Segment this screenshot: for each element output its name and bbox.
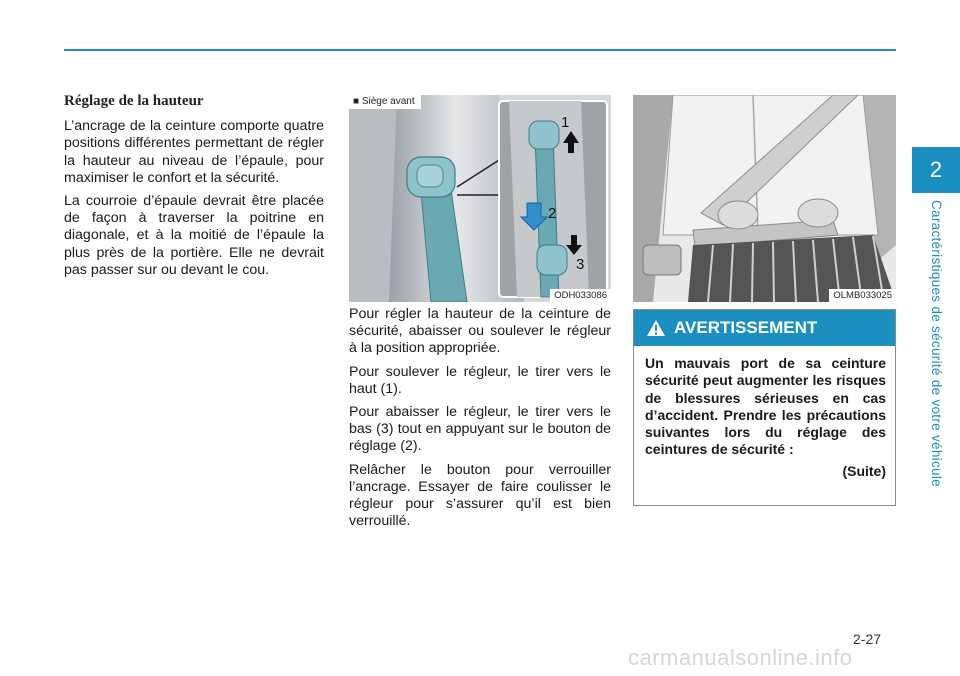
paragraph: Pour soulever le régleur, le tirer vers le haut (1). [349, 363, 611, 397]
column-middle [349, 306, 611, 536]
column-left [64, 93, 324, 285]
warning-box [633, 309, 896, 506]
figure-tag: ■ Siège avant [349, 95, 421, 109]
label-3: 3 [576, 256, 585, 273]
warning-header [634, 310, 895, 346]
seatbelt-adjuster-illustration [349, 95, 611, 302]
paragraph: Relâcher le bouton pour verrouiller l’ancrage. Essayer de faire coulisser le régleur pour s’assurer qu’il est bien verrouillé. [349, 461, 611, 530]
page-number: 2-27 [853, 631, 882, 647]
warning-body [634, 346, 895, 480]
chapter-tab: 2 [912, 147, 960, 193]
figure-person-seatbelt [633, 95, 896, 302]
warning-title: AVERTISSEMENT [674, 318, 818, 337]
person-seatbelt-illustration [633, 95, 896, 302]
warning-triangle-icon [646, 319, 666, 337]
figure-code: ODH033086 [550, 289, 611, 302]
chapter-title: Caractéristiques de sécurité de votre véhicule [929, 200, 944, 487]
label-1: 1 [561, 114, 570, 131]
paragraph: Pour abaisser le régleur, le tirer vers le bas (3) tout en appuyant sur le bouton de réglage (2). [349, 404, 611, 455]
paragraph: La courroie d’épaule devrait être placée de façon à traverser la poitrine en diagonale, et à la moitié de l’épaule la plus près de la portière. Elle ne devrait pas passer sur ou devant le cou. [64, 193, 324, 278]
warning-continued: (Suite) [842, 462, 886, 479]
top-rule [64, 49, 896, 51]
warning-text: Un mauvais port de sa ceinture sécurité peut augmenter les risques de blessures sérieuses en cas d’accident. Prendre les précautions suivantes lors du réglage des ceintures de sécurité : [645, 355, 886, 458]
figure-seatbelt-adjuster [349, 95, 611, 302]
figure-code: OLMB033025 [829, 289, 896, 302]
watermark: carmanualsonline.info [628, 645, 853, 670]
paragraph: Pour régler la hauteur de la ceinture de sécurité, abaisser ou soulever le régleur à la position appropriée. [349, 306, 611, 357]
label-2: 2 [548, 205, 557, 222]
paragraph: L’ancrage de la ceinture comporte quatre positions différentes permettant de régler la hauteur au niveau de l’épaule, pour maximiser le confort et la sécurité. [64, 118, 324, 186]
section-heading: Réglage de la hauteur [64, 93, 204, 109]
